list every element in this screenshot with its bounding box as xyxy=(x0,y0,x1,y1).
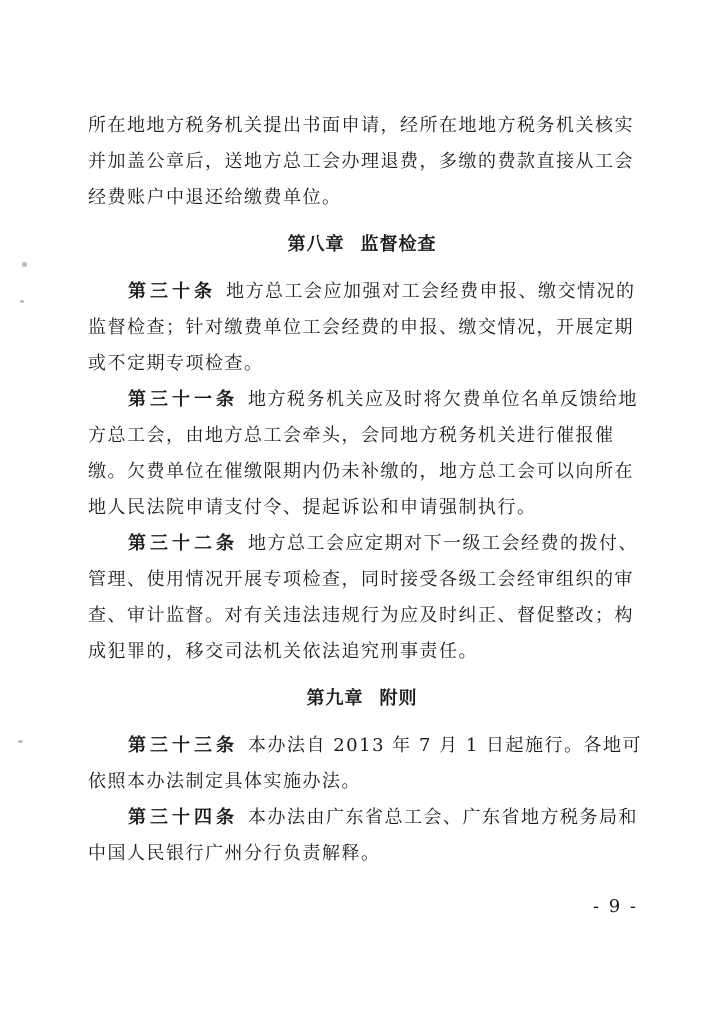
page-number: - 9 - xyxy=(592,896,638,917)
article-30-text: 地方总工会应加强对工会经费申报、缴交情况的监督检查；针对缴费单位工会经费的申报、缴交情况，开展定期或不定期专项检查。 xyxy=(88,281,636,374)
scan-speck xyxy=(20,300,24,303)
article-32-text: 地方总工会应定期对下一级工会经费的拨付、管理、使用情况开展专项检查，同时接受各级工会经审组织的审查、审计监督。对有关违法违规行为应及时纠正、督促整改；构成犯罪的，移交司法机关依法追究刑事责任。 xyxy=(88,533,638,662)
article-30-number: 第三十条 xyxy=(128,281,216,302)
scan-speck xyxy=(18,740,23,743)
article-30 xyxy=(88,274,644,382)
chapter-8-number: 第八章 xyxy=(287,234,345,255)
article-31-text: 地方税务机关应及时将欠费单位名单反馈给地方总工会，由地方总工会牵头，会同地方税务机关进行催报催缴。欠费单位在催缴限期内仍未补缴的，地方总工会可以向所在地人民法院申请支付令、提起诉讼和申请强制执行。 xyxy=(88,389,638,518)
intro-paragraph: 所在地地方税务机关提出书面申请，经所在地地方税务机关核实并加盖公章后，送地方总工会办理退费，多缴的费款直接从工会经费账户中退还给缴费单位。 xyxy=(88,115,634,208)
article-34-text: 本办法由广东省总工会、广东省地方税务局和中国人民银行广州分行负责解释。 xyxy=(88,807,638,864)
article-33-text: 本办法自 2013 年 7 月 1 日起施行。各地可依照本办法制定具体实施办法。 xyxy=(88,735,643,792)
article-31-number: 第三十一条 xyxy=(128,389,238,410)
article-32-number: 第三十二条 xyxy=(128,533,238,554)
chapter-9-title: 附则 xyxy=(379,688,418,709)
article-34 xyxy=(88,800,644,872)
chapter-9-number: 第九章 xyxy=(306,688,364,709)
article-34-number: 第三十四条 xyxy=(128,807,238,828)
article-32 xyxy=(88,526,644,670)
chapter-8-heading xyxy=(0,230,724,256)
article-33 xyxy=(88,728,644,800)
chapter-9-heading xyxy=(0,684,724,710)
article-31 xyxy=(88,382,644,526)
chapter-8-title: 监督检查 xyxy=(360,234,437,255)
scan-speck xyxy=(22,262,27,267)
article-33-number: 第三十三条 xyxy=(128,735,238,756)
